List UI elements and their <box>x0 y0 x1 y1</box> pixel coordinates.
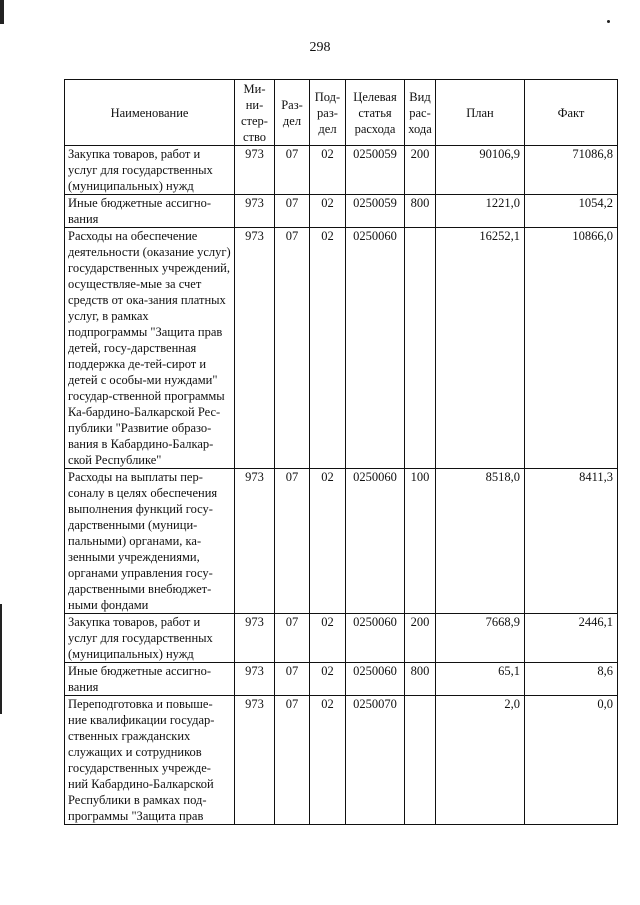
cell-name: Иные бюджетные ассигно-вания <box>65 663 235 696</box>
cell-ministry: 973 <box>235 614 275 663</box>
page-number: 298 <box>309 40 331 55</box>
cell-type: 200 <box>405 146 436 195</box>
cell-plan: 7668,9 <box>436 614 525 663</box>
cell-plan: 90106,9 <box>436 146 525 195</box>
cell-ministry: 973 <box>235 696 275 825</box>
cell-fact: 2446,1 <box>525 614 618 663</box>
cell-subsection: 02 <box>310 696 346 825</box>
cell-ministry: 973 <box>235 195 275 228</box>
cell-subsection: 02 <box>310 146 346 195</box>
cell-type: 800 <box>405 195 436 228</box>
cell-plan: 8518,0 <box>436 469 525 614</box>
cell-subsection: 02 <box>310 614 346 663</box>
header-section: Раз- дел <box>275 80 310 146</box>
header-ministry: Ми- ни- стер- ство <box>235 80 275 146</box>
cell-subsection: 02 <box>310 195 346 228</box>
cell-target: 0250059 <box>346 146 405 195</box>
cell-target: 0250060 <box>346 614 405 663</box>
cell-subsection: 02 <box>310 228 346 469</box>
cell-ministry: 973 <box>235 469 275 614</box>
table-row <box>65 146 618 195</box>
cell-name: Расходы на обеспечение деятельности (оказание услуг) государственных учреждений, осуществляе-мые за счет средств от ока-зания платных услуг, в рамках подпрограммы "Защита прав детей, госу-дарственная поддержка де-тей-сирот и детей с особы-ми нуждами" государ-ственной программы Ка-бардино-Балкарской Рес-публики "Развитие образо-вания в Кабардино-Балкар-ской Республике" <box>65 228 235 469</box>
cell-target: 0250060 <box>346 663 405 696</box>
cell-section: 07 <box>275 228 310 469</box>
cell-ministry: 973 <box>235 663 275 696</box>
cell-subsection: 02 <box>310 469 346 614</box>
cell-target: 0250070 <box>346 696 405 825</box>
cell-fact: 8,6 <box>525 663 618 696</box>
cell-target: 0250060 <box>346 228 405 469</box>
cell-fact: 1054,2 <box>525 195 618 228</box>
cell-section: 07 <box>275 195 310 228</box>
table-row <box>65 228 618 469</box>
cell-type: 200 <box>405 614 436 663</box>
table-row <box>65 614 618 663</box>
scan-mark-left <box>0 604 2 714</box>
cell-plan: 2,0 <box>436 696 525 825</box>
table-row <box>65 195 618 228</box>
cell-type: 100 <box>405 469 436 614</box>
cell-subsection: 02 <box>310 663 346 696</box>
cell-section: 07 <box>275 663 310 696</box>
header-target: Целевая статья расхода <box>346 80 405 146</box>
cell-fact: 10866,0 <box>525 228 618 469</box>
cell-name: Закупка товаров, работ и услуг для государственных (муниципальных) нужд <box>65 146 235 195</box>
cell-target: 0250060 <box>346 469 405 614</box>
cell-type <box>405 696 436 825</box>
cell-plan: 1221,0 <box>436 195 525 228</box>
header-subsection: Под- раз- дел <box>310 80 346 146</box>
cell-section: 07 <box>275 146 310 195</box>
table-row <box>65 696 618 825</box>
cell-plan: 16252,1 <box>436 228 525 469</box>
cell-type <box>405 228 436 469</box>
cell-fact: 0,0 <box>525 696 618 825</box>
table-row <box>65 663 618 696</box>
cell-name: Закупка товаров, работ и услуг для государственных (муниципальных) нужд <box>65 614 235 663</box>
cell-plan: 65,1 <box>436 663 525 696</box>
cell-name: Расходы на выплаты пер-соналу в целях обеспечения выполнения функций госу-дарственными (муници-пальными) органами, ка-зенными учреждениями, органами управления госу-дарственными внебюджет-ными фондами <box>65 469 235 614</box>
budget-table <box>64 79 618 825</box>
header-plan: План <box>436 80 525 146</box>
header-row <box>65 80 618 146</box>
cell-name: Иные бюджетные ассигно-вания <box>65 195 235 228</box>
cell-ministry: 973 <box>235 146 275 195</box>
scan-mark-right <box>607 20 610 23</box>
header-name: Наименование <box>65 80 235 146</box>
header-type: Вид рас- хода <box>405 80 436 146</box>
cell-target: 0250059 <box>346 195 405 228</box>
cell-type: 800 <box>405 663 436 696</box>
table-row <box>65 469 618 614</box>
header-fact: Факт <box>525 80 618 146</box>
cell-section: 07 <box>275 696 310 825</box>
cell-section: 07 <box>275 614 310 663</box>
cell-fact: 71086,8 <box>525 146 618 195</box>
scan-mark-top-left <box>0 0 4 24</box>
cell-fact: 8411,3 <box>525 469 618 614</box>
cell-section: 07 <box>275 469 310 614</box>
cell-name: Переподготовка и повыше-ние квалификации государ-ственных гражданских служащих и сотрудников государственных учрежде-ний Кабардино-Балкарской Республики в рамках под-программы "Защита прав <box>65 696 235 825</box>
cell-ministry: 973 <box>235 228 275 469</box>
